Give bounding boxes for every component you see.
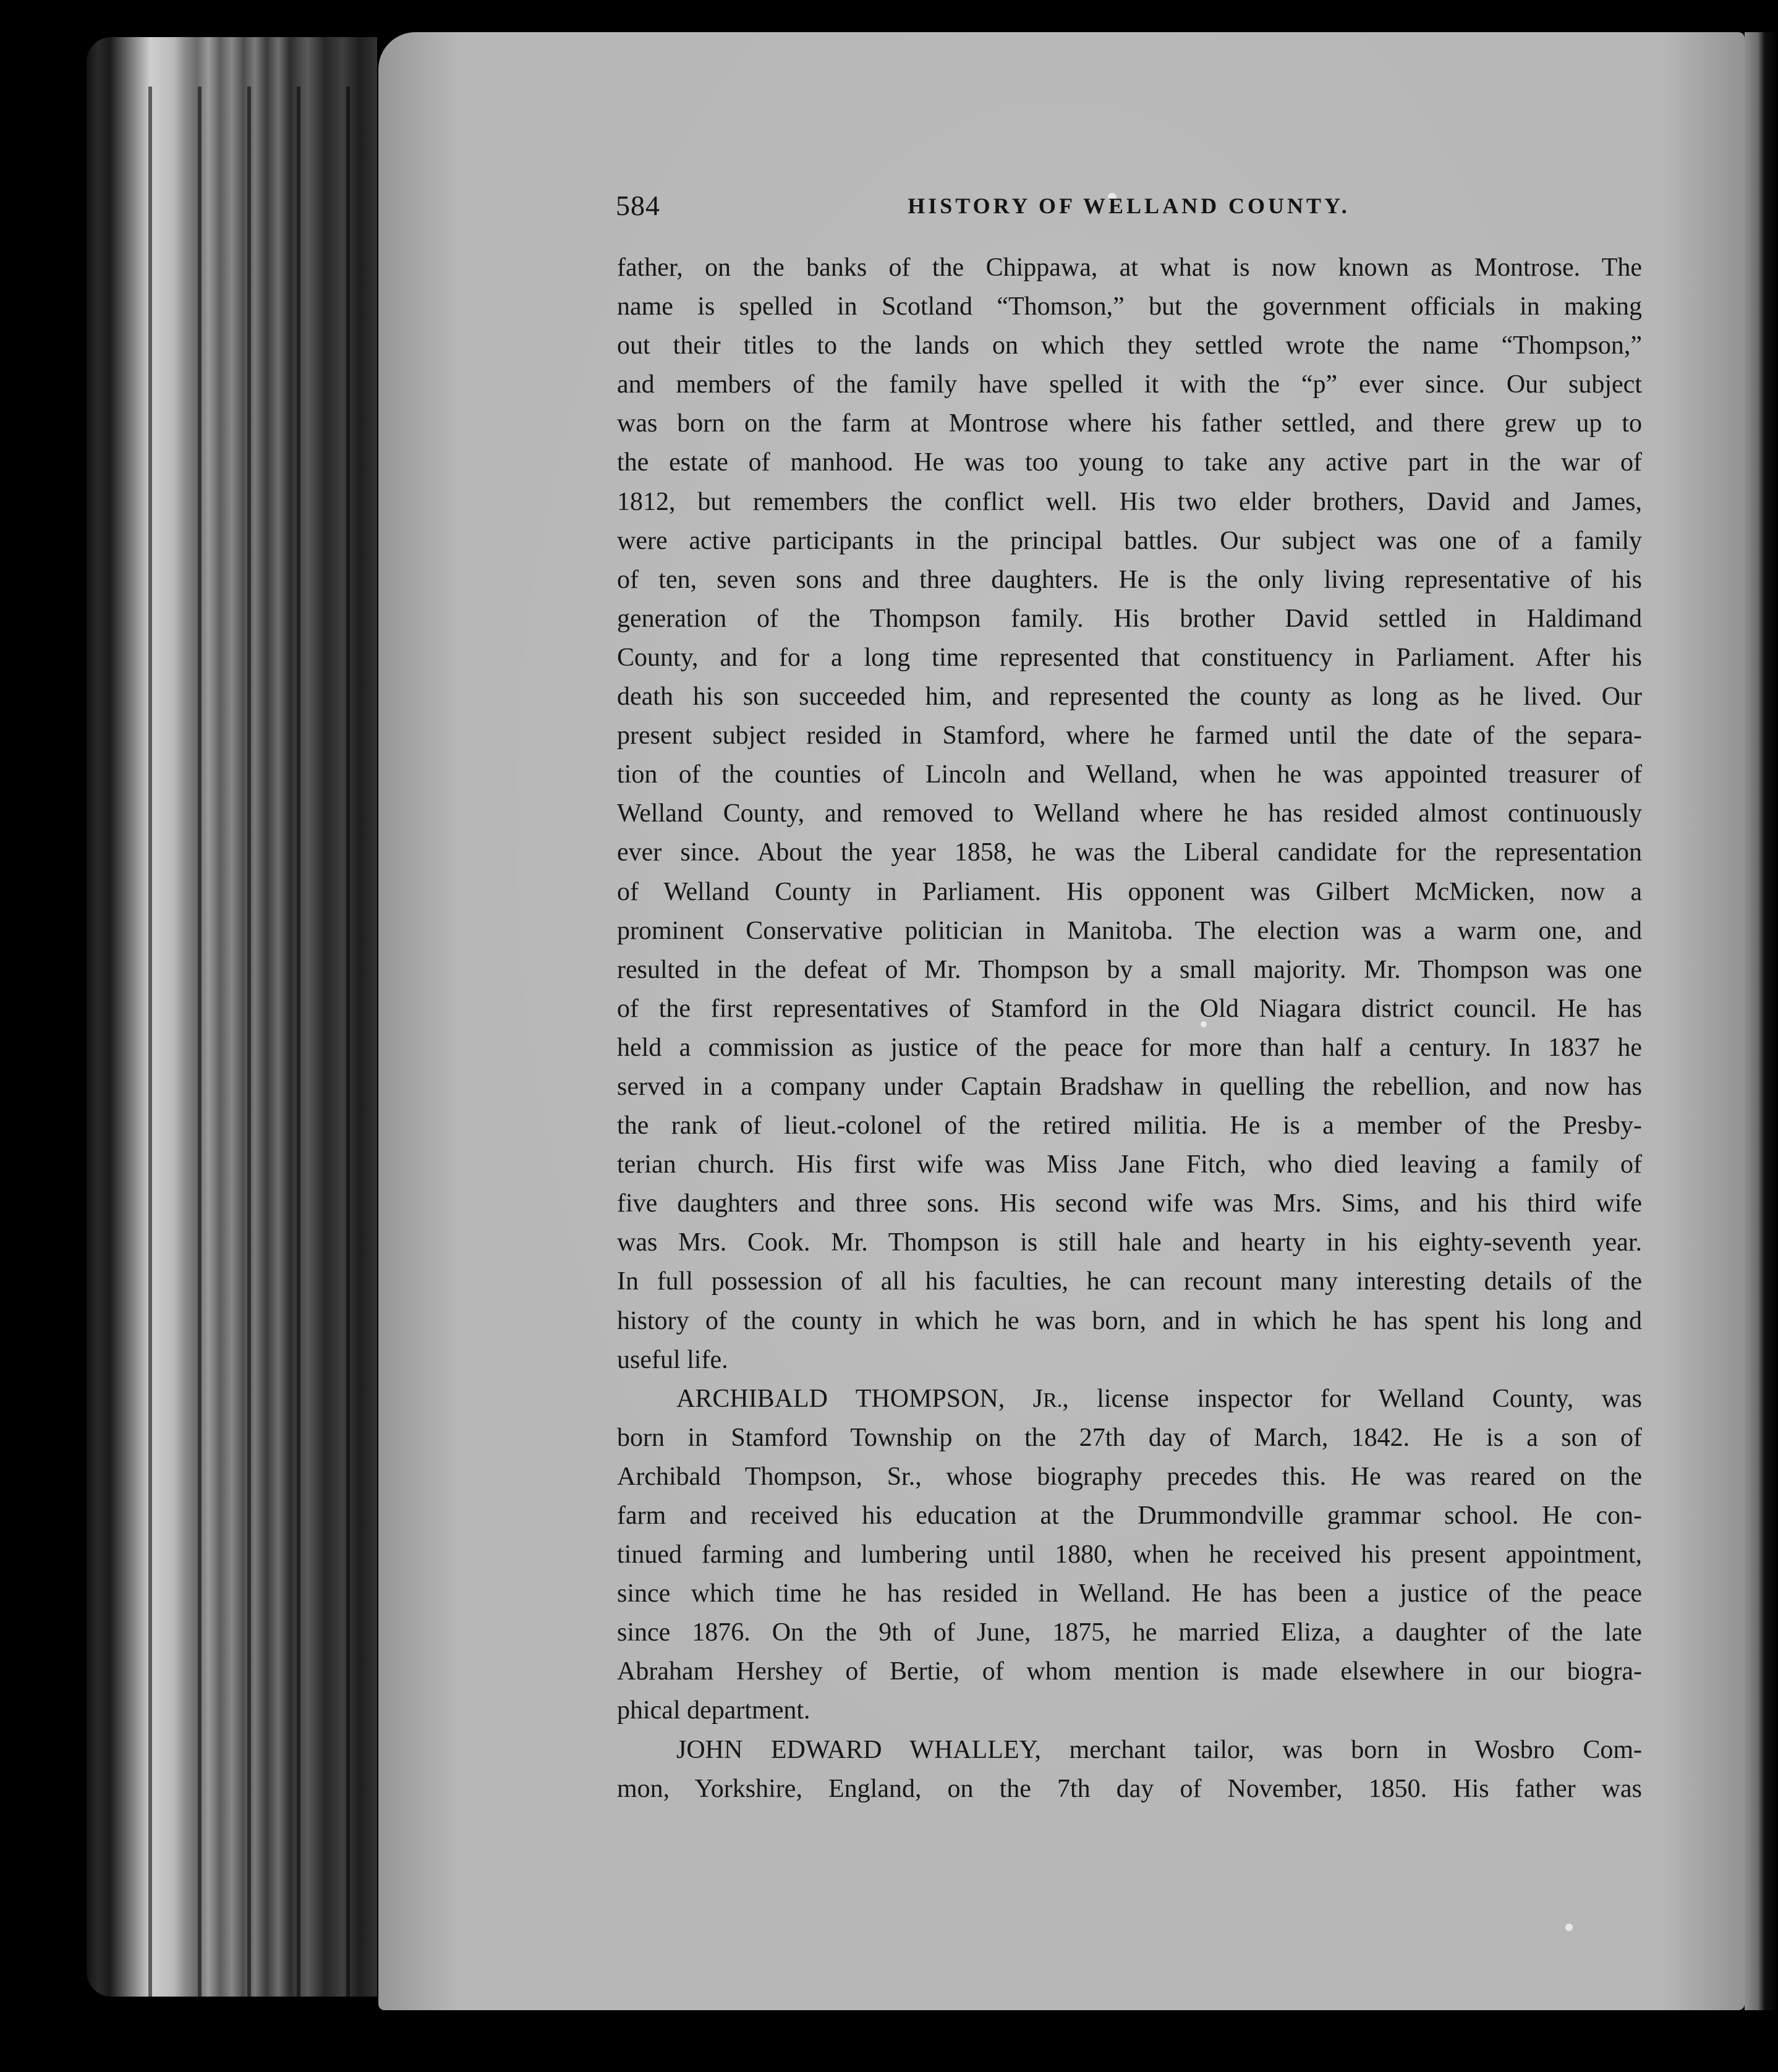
text-line: resulted in the defeat of Mr. Thompson by a small majority. Mr. Thompson was one: [617, 955, 1642, 984]
text-line: tinued farming and lumbering until 1880, when he received his present appointment,: [617, 1540, 1642, 1569]
text-line: In full possession of all his faculties, he can recount many interesting details of the: [617, 1267, 1642, 1296]
text-line: Abraham Hershey of Bertie, of whom mention is made elsewhere in our biogra-: [617, 1657, 1642, 1686]
text-line: present subject resided in Stamford, where he farmed until the date of the separa-: [617, 721, 1642, 750]
text-line: death his son succeeded him, and represented the county as long as he lived. Our: [617, 682, 1642, 711]
text-line: County, and for a long time represented that constituency in Parliament. After his: [617, 643, 1642, 672]
text-line: 1812, but remembers the conflict well. His two elder brothers, David and James,: [617, 487, 1642, 516]
text-line: history of the county in which he was born, and in which he has spent his long and: [617, 1306, 1642, 1335]
text-line: were active participants in the principal battles. Our subject was one of a family: [617, 526, 1642, 555]
body-text: [617, 248, 1642, 1809]
running-head: [616, 189, 1642, 226]
text-line: farm and received his education at the Drummondville grammar school. He con-: [617, 1501, 1642, 1530]
text-line: five daughters and three sons. His second wife was Mrs. Sims, and his third wife: [617, 1189, 1642, 1218]
text-line: was Mrs. Cook. Mr. Thompson is still hale and hearty in his eighty-seventh year.: [617, 1228, 1642, 1257]
text-line: ever since. About the year 1858, he was the Liberal candidate for the representation: [617, 838, 1642, 867]
page-edge-stripe: [346, 87, 350, 2015]
page-edge-stripe: [148, 87, 152, 2015]
text-line: terian church. His first wife was Miss Jane Fitch, who died leaving a family of: [617, 1150, 1642, 1179]
text-line: Archibald Thompson, Sr., whose biography precedes this. He was reared on the: [617, 1462, 1642, 1491]
page-number: 584: [616, 190, 660, 221]
text-line: of Welland County in Parliament. His opponent was Gilbert McMicken, now a: [617, 877, 1642, 906]
page-edge-stripe: [247, 87, 251, 2015]
book-binding: [87, 37, 377, 1997]
page-edge-stripe: [198, 87, 202, 2015]
facing-page-edge: [1745, 32, 1778, 2010]
text-line: served in a company under Captain Bradshaw in quelling the rebellion, and now has: [617, 1072, 1642, 1101]
text-line: name is spelled in Scotland “Thomson,” but the government officials in making: [617, 292, 1642, 321]
text-line: the rank of lieut.-colonel of the retired militia. He is a member of the Presby-: [617, 1111, 1642, 1140]
page-edge-stripe: [297, 87, 300, 2015]
text-line: out their titles to the lands on which they settled wrote the name “Thompson,”: [617, 331, 1642, 360]
text-line: useful life.: [617, 1345, 728, 1374]
text-line: mon, Yorkshire, England, on the 7th day of November, 1850. His father was: [617, 1774, 1642, 1803]
text-line: of ten, seven sons and three daughters. He is the only living representative of his: [617, 565, 1642, 594]
text-line: was born on the farm at Montrose where his father settled, and there grew up to: [617, 409, 1642, 438]
text-line: phical department.: [617, 1696, 810, 1725]
text-line: since 1876. On the 9th of June, 1875, he married Eliza, a daughter of the late: [617, 1618, 1642, 1647]
text-line: generation of the Thompson family. His brother David settled in Haldimand: [617, 604, 1642, 633]
text-line: held a commission as justice of the peace for more than half a century. In 1837 he: [617, 1033, 1642, 1062]
dust-speck: [1565, 1924, 1573, 1931]
text-line: born in Stamford Township on the 27th day of March, 1842. He is a son of: [617, 1423, 1642, 1452]
text-line: tion of the counties of Lincoln and Welland, when he was appointed treasurer of: [617, 760, 1642, 789]
text-line: and members of the family have spelled it with the “p” ever since. Our subject: [617, 370, 1642, 399]
name-suffix: JR.: [1032, 1384, 1063, 1413]
text-line: father, on the banks of the Chippawa, at what is now known as Montrose. The: [617, 253, 1642, 282]
running-title: HISTORY OF WELLAND COUNTY.: [908, 193, 1350, 218]
text-line: Welland County, and removed to Welland where he has resided almost continuously: [617, 799, 1642, 828]
text-line: of the first representatives of Stamford in the Old Niagara district council. He has: [617, 994, 1642, 1023]
text-line: since which time he has resided in Welland. He has been a justice of the peace: [617, 1579, 1642, 1608]
paragraph-first-line: ARCHIBALD THOMPSON, JR., license inspector for Welland County, was: [676, 1384, 1643, 1413]
text-line: the estate of manhood. He was too young to take any active part in the war of: [617, 448, 1642, 477]
subject-name: ARCHIBALD THOMPSON,: [676, 1384, 1005, 1413]
paragraph-first-line: JOHN EDWARD WHALLEY, merchant tailor, was born in Wosbro Com-: [676, 1735, 1642, 1764]
text-line: prominent Conservative politician in Manitoba. The election was a warm one, and: [617, 916, 1642, 945]
